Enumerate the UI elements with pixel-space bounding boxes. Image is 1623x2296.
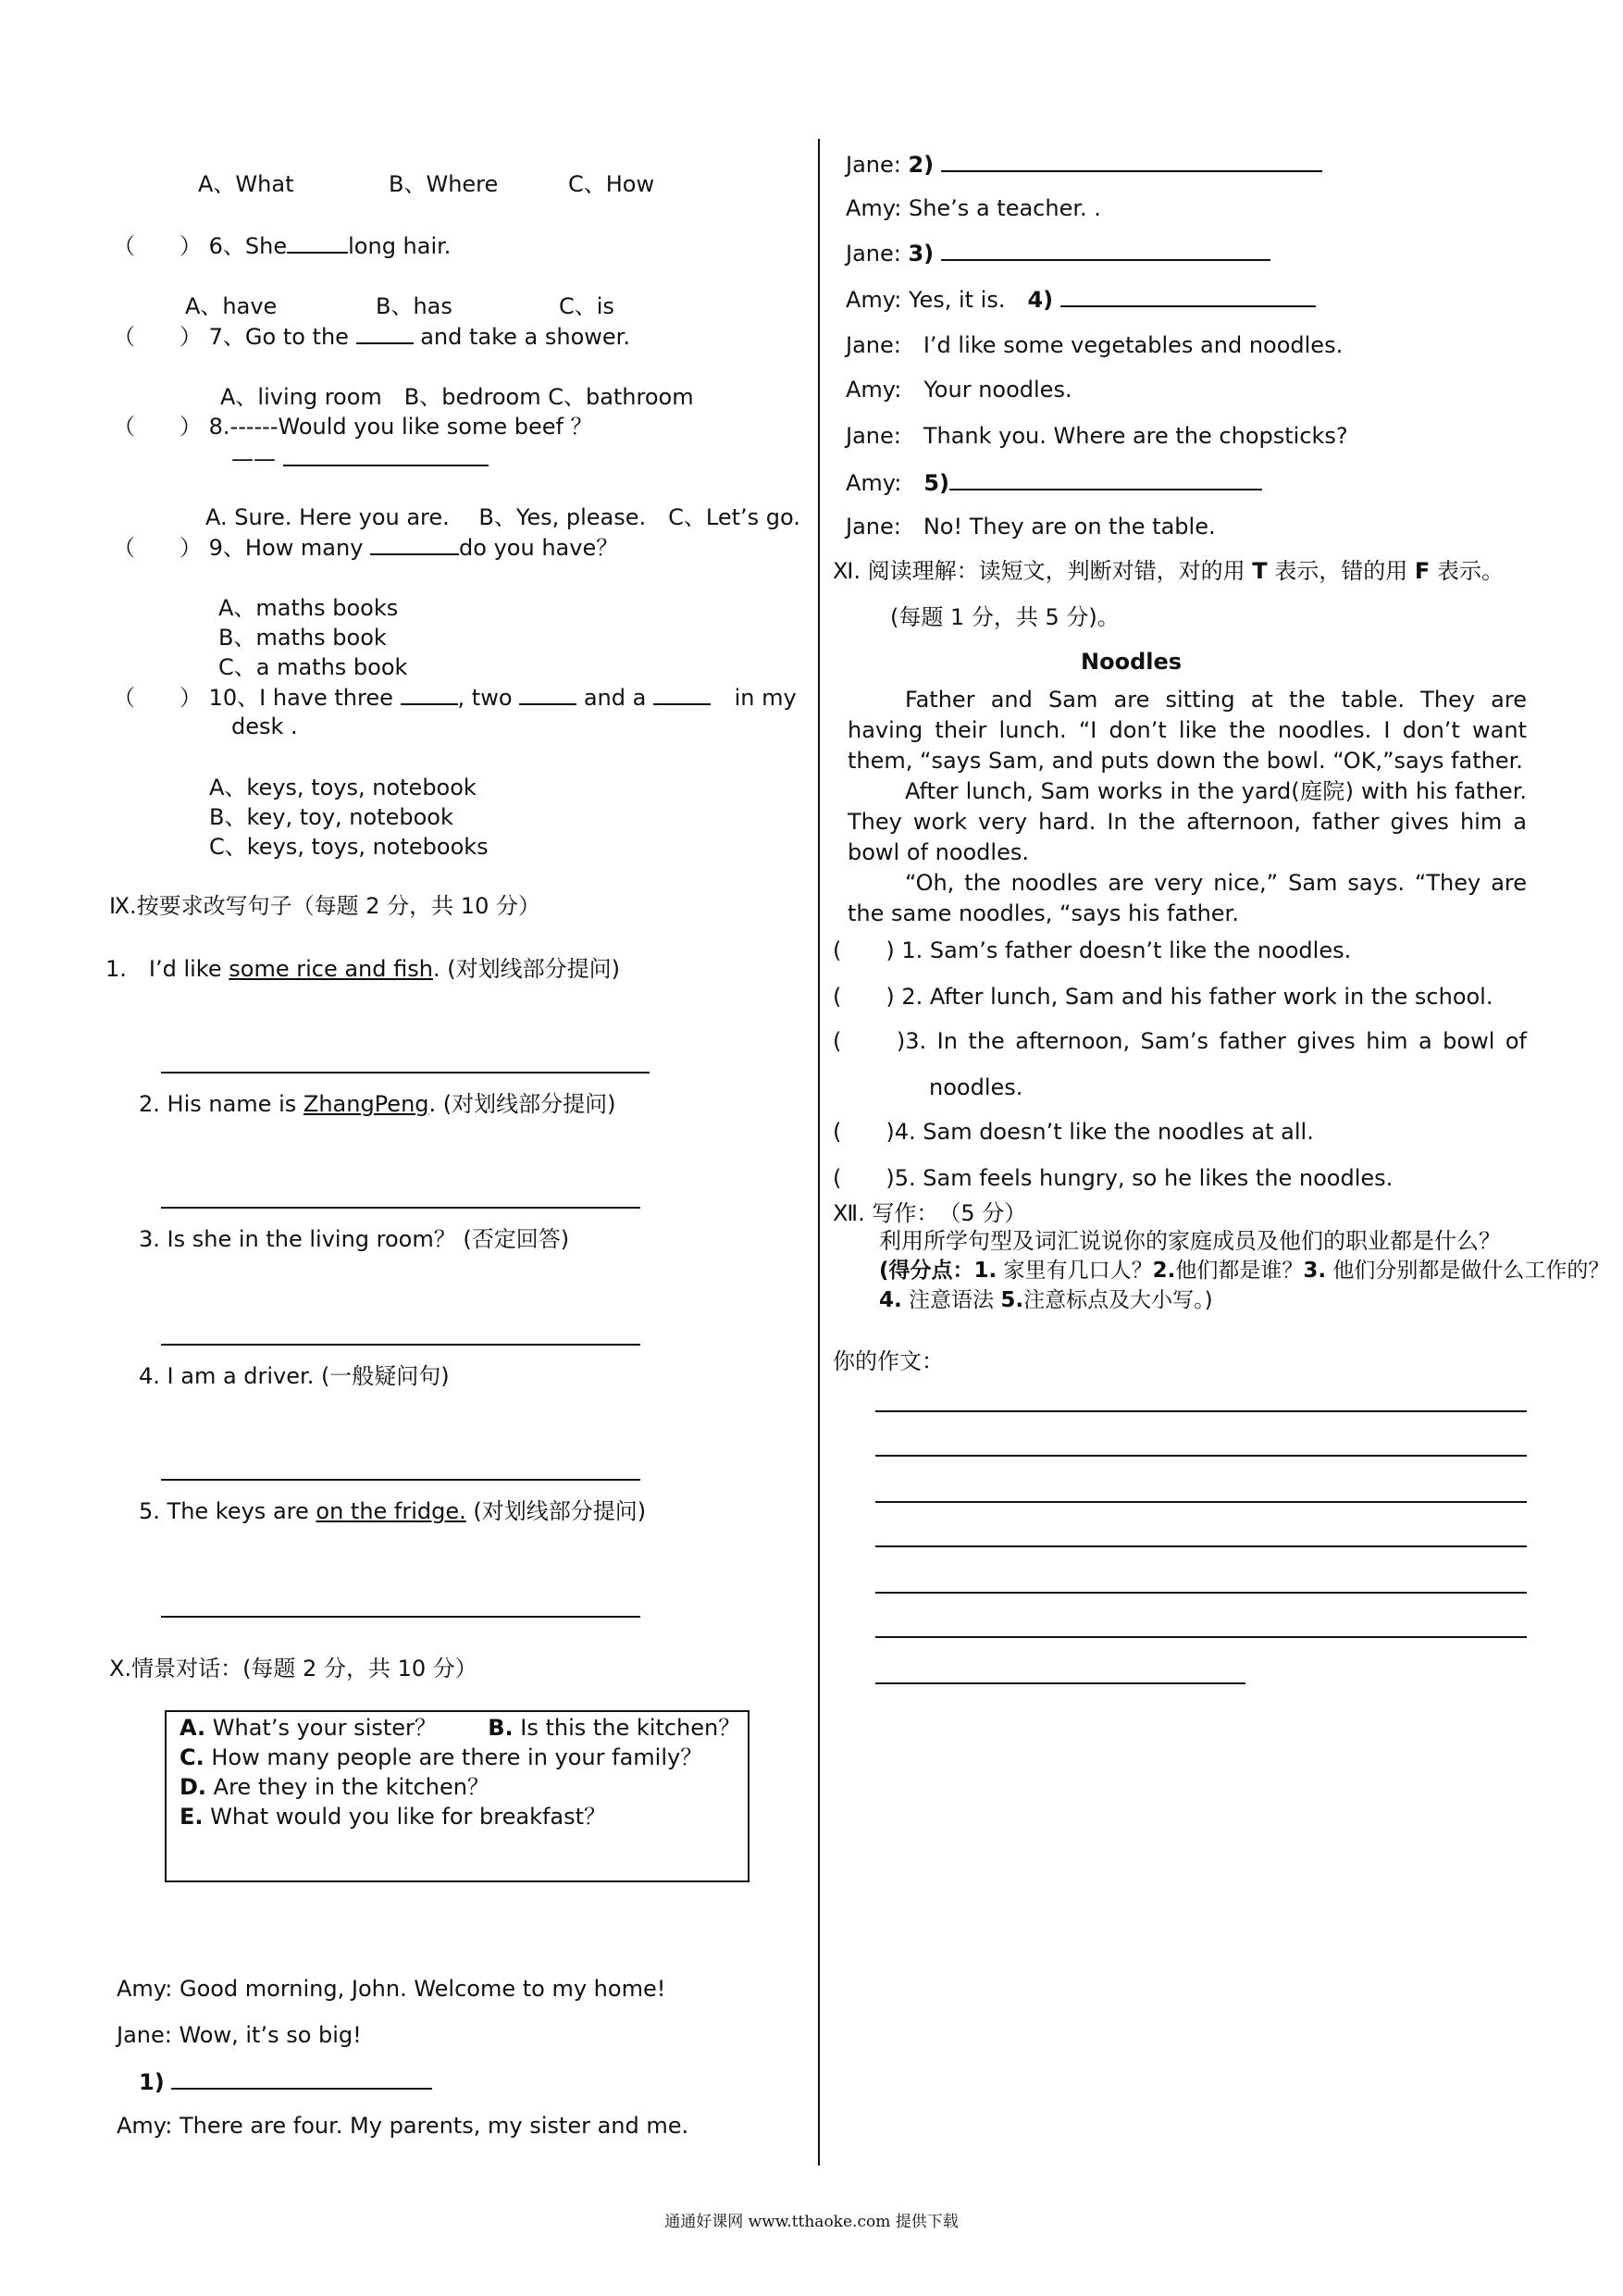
q10-blank-1[interactable] [401, 683, 458, 705]
reading-paragraph-3: “Oh, the noodles are very nice,” Sam says. “They are the same noodles, “says his father. [848, 870, 1527, 926]
writing-point-4-num: 4. [879, 1288, 902, 1312]
box-label-d: D. [180, 1774, 207, 1800]
s9-answer-line-3[interactable] [161, 1344, 640, 1346]
dialog-2-label: 2) [908, 152, 935, 178]
s9-item-5-post: (对划线部分提问) [465, 1498, 647, 1524]
dialog-2 [846, 150, 1322, 179]
q5-option-b: B、Where [389, 171, 499, 197]
q7-rest: and take a shower. [420, 324, 630, 350]
q10-option-a: A、keys, toys, notebook [209, 775, 477, 800]
page-footer: 通通好课网 www.tthaoke.com 提供下载 [664, 2213, 959, 2231]
box-label-c: C. [180, 1744, 204, 1770]
dialog-4-blank[interactable] [1060, 285, 1316, 307]
dialog-5-speaker: Amy: [846, 470, 924, 496]
writing-point-1: 家里有几口人？ [997, 1259, 1153, 1283]
s9-answer-line-4[interactable] [161, 1479, 640, 1481]
section11-title-b: 表示，错的用 [1267, 558, 1415, 584]
q9-option-c: C、a maths book [218, 654, 408, 680]
writing-point-5-num: 5. [1000, 1288, 1024, 1312]
essay-line-6[interactable] [875, 1636, 1527, 1638]
s9-item-1 [105, 955, 620, 983]
section11-subtitle: (每题 1 分，共 5 分)。 [890, 604, 1120, 630]
q9-text: 9、How many [208, 535, 364, 561]
dialog-line-1: Amy: Good morning, John. Welcome to my home! [117, 1976, 666, 2002]
q7-options: A、living room B、bedroom C、bathroom [220, 384, 694, 410]
answer-paren: （ ） [113, 324, 202, 350]
s9-item-1-pre: 1. I’d like [105, 956, 229, 982]
dialog-3-speaker: Jane: [846, 241, 909, 267]
dialog-line-5c: Jane: Thank you. Where are the chopsticks? [846, 423, 1348, 449]
q10-text-d: in my [734, 685, 797, 711]
writing-point-4: 注意语法 [901, 1288, 1001, 1312]
q8-question [113, 413, 593, 441]
s9-item-1-post: . (对划线部分提问) [432, 956, 620, 982]
writing-instructions-1: 利用所学句型及词汇说说你的家庭成员及他们的职业都是什么？ [879, 1228, 1501, 1254]
q9-option-a: A、maths books [218, 595, 399, 621]
reading-paragraph-1: Father and Sam are sitting at the table. They are having their lunch. “I don’t like the noodles. I don’t want them, “says Sam, and puts down the bowl. “OK,”says father. [848, 687, 1527, 774]
dialog-3-label: 3) [908, 241, 935, 267]
answer-paren: （ ） [113, 685, 202, 711]
s9-answer-line-5[interactable] [161, 1616, 640, 1618]
dialog-4-label: 4) [1027, 287, 1054, 313]
q10-question [113, 683, 797, 712]
box-line-d [180, 1773, 489, 1801]
q6-text: 6、She [208, 233, 288, 259]
q6-rest: long hair. [348, 233, 452, 259]
essay-line-4[interactable] [875, 1545, 1527, 1547]
dialog-line-5b: Amy: Your noodles. [846, 377, 1072, 403]
box-text-e: What would you like for breakfast？ [203, 1804, 607, 1830]
s9-item-3: 3. Is she in the living room？ (否定回答) [139, 1226, 570, 1252]
s9-item-4: 4. I am a driver. (一般疑问句) [139, 1363, 450, 1389]
q10-blank-2[interactable] [519, 683, 576, 705]
writing-point-2: 他们都是谁？ [1175, 1259, 1304, 1283]
section11-title-c: 表示。 [1430, 558, 1504, 584]
q7-blank[interactable] [356, 322, 414, 344]
q9-option-b: B、maths book [218, 625, 387, 651]
q7-text: 7、Go to the [208, 324, 349, 350]
q8-text: 8.------Would you like some beef ？ [208, 414, 593, 440]
q10-text-c: and a [583, 685, 647, 711]
q6-question [113, 231, 451, 260]
q7-question [113, 322, 630, 351]
essay-label: 你的作文： [833, 1348, 944, 1374]
dialog-4 [846, 285, 1316, 314]
writing-instructions-2 [879, 1257, 1609, 1285]
s9-item-5-pre: 5. The keys are [139, 1498, 316, 1524]
q8-options: A. Sure. Here you are. B、Yes, please. C、Let’s go. [205, 504, 800, 530]
dialog-3-blank[interactable] [941, 239, 1270, 261]
dialog-5 [846, 468, 1262, 497]
dialog-line-3: Amy: There are four. My parents, my sister and me. [117, 2113, 689, 2139]
s9-item-1-underlined: some rice and fish [229, 956, 433, 982]
writing-instructions-3 [879, 1286, 1213, 1314]
s9-item-5-underlined: on the fridge. [316, 1498, 466, 1524]
writing-point-3-num: 3. [1303, 1259, 1327, 1283]
essay-line-2[interactable] [875, 1455, 1527, 1457]
q10-blank-3[interactable] [653, 683, 711, 705]
answer-paren: （ ） [113, 233, 202, 259]
section9-title: Ⅸ.按要求改写句子（每题 2 分，共 10 分） [109, 893, 540, 919]
section12-title: Ⅻ. 写作： （5 分） [833, 1200, 1027, 1226]
tf-item-4: ( )4. Sam doesn’t like the noodles at all. [833, 1119, 1314, 1145]
s9-item-5 [139, 1497, 646, 1525]
tf-item-5: ( )5. Sam feels hungry, so he likes the noodles. [833, 1165, 1394, 1191]
q6-option-c: C、is [559, 293, 614, 319]
q10-option-b: B、key, toy, notebook [209, 804, 453, 830]
dialog-blank-1-line[interactable] [171, 2067, 432, 2090]
q10-text-b: , two [457, 685, 513, 711]
essay-line-5[interactable] [875, 1592, 1527, 1594]
essay-line-3[interactable] [875, 1501, 1527, 1503]
s9-item-2-underlined: ZhangPeng [303, 1091, 429, 1117]
essay-line-1[interactable] [875, 1410, 1527, 1412]
box-label-e: E. [180, 1804, 204, 1830]
writing-point-3-start: 他们分别都是做什么工作的？ [1326, 1259, 1610, 1283]
dialog-5-blank[interactable] [949, 468, 1262, 490]
q6-option-b: B、has [376, 293, 452, 319]
box-text-c: How many people are there in your family？ [204, 1744, 703, 1770]
q9-question [113, 533, 618, 562]
s9-item-2 [139, 1090, 616, 1118]
column-divider [818, 139, 820, 2166]
dialog-5-label: 5) [923, 470, 950, 496]
reading-title: Noodles [1081, 649, 1183, 675]
writing-points-label: (得分点：1. [879, 1259, 997, 1283]
q6-blank[interactable] [287, 231, 348, 254]
s9-item-2-post: . (对划线部分提问) [428, 1091, 616, 1117]
dialog-2-blank[interactable] [941, 150, 1322, 172]
q8-reply-dash: —— [231, 446, 276, 472]
box-line-e [180, 1803, 606, 1831]
q10-text-a: 10、I have three [208, 685, 393, 711]
tf-item-3: ( )3. In the afternoon, Sam’s father gives him a bowl of [833, 1028, 1527, 1054]
section11-true-mark: T [1252, 558, 1268, 584]
q8-reply [231, 444, 489, 473]
q10-option-c: C、keys, toys, notebooks [209, 834, 489, 860]
q5-option-c: C、How [568, 171, 655, 197]
section11-false-mark: F [1414, 558, 1431, 584]
box-text-d: Are they in the kitchen？ [206, 1774, 489, 1800]
dialog-2-answer: Amy: She’s a teacher. . [846, 195, 1101, 221]
q8-blank[interactable] [283, 444, 489, 466]
s9-answer-line-1[interactable] [161, 1072, 650, 1074]
box-line-c [180, 1744, 702, 1771]
dialog-4-speaker: Amy: Yes, it is. [846, 287, 1028, 313]
q5-option-a: A、What [198, 171, 294, 197]
q6-option-a: A、have [185, 293, 278, 319]
tf-item-3-cont: noodles. [929, 1074, 1023, 1100]
s9-answer-line-2[interactable] [161, 1207, 640, 1209]
answer-paren: （ ） [113, 414, 202, 440]
reading-paragraph-2: After lunch, Sam works in the yard(庭院) with his father. They work very hard. In the afternoon, father gives him a bowl of noodles. [848, 778, 1527, 865]
answer-paren: （ ） [113, 535, 202, 561]
q10-text-e: desk . [231, 714, 298, 739]
section11-title-a: Ⅺ. 阅读理解：读短文，判断对错，对的用 [833, 558, 1253, 584]
dialog-line-2: Jane: Wow, it’s so big! [117, 2022, 362, 2048]
section11-title [833, 557, 1504, 585]
q9-blank[interactable] [370, 533, 459, 555]
writing-point-5: 注意标点及大小写。) [1023, 1288, 1213, 1312]
tf-item-1: ( ) 1. Sam’s father doesn’t like the noodles. [833, 937, 1352, 963]
q9-rest: do you have？ [459, 535, 619, 561]
box-text-a: What’s your sister？ [205, 1715, 437, 1741]
box-label-b: B. [488, 1715, 514, 1741]
dialog-line-6: Jane: No! They are on the table. [846, 514, 1216, 540]
section10-title: Ⅹ.情景对话：(每题 2 分，共 10 分） [109, 1656, 477, 1682]
dialog-blank-1-label: 1) [139, 2069, 165, 2095]
dialog-2-speaker: Jane: [846, 152, 909, 178]
box-text-b: Is this the kitchen？ [513, 1715, 741, 1741]
tf-item-2: ( ) 2. After lunch, Sam and his father work in the school. [833, 984, 1493, 1010]
s9-item-2-pre: 2. His name is [139, 1091, 304, 1117]
box-label-a: A. [180, 1715, 206, 1741]
writing-point-2-num: 2. [1152, 1259, 1176, 1283]
dialog-line-5a: Jane: I’d like some vegetables and noodles. [846, 332, 1344, 358]
box-line-ab [180, 1714, 740, 1742]
essay-line-7[interactable] [875, 1682, 1245, 1684]
dialog-blank-1 [139, 2067, 432, 2096]
dialog-3 [846, 239, 1270, 267]
